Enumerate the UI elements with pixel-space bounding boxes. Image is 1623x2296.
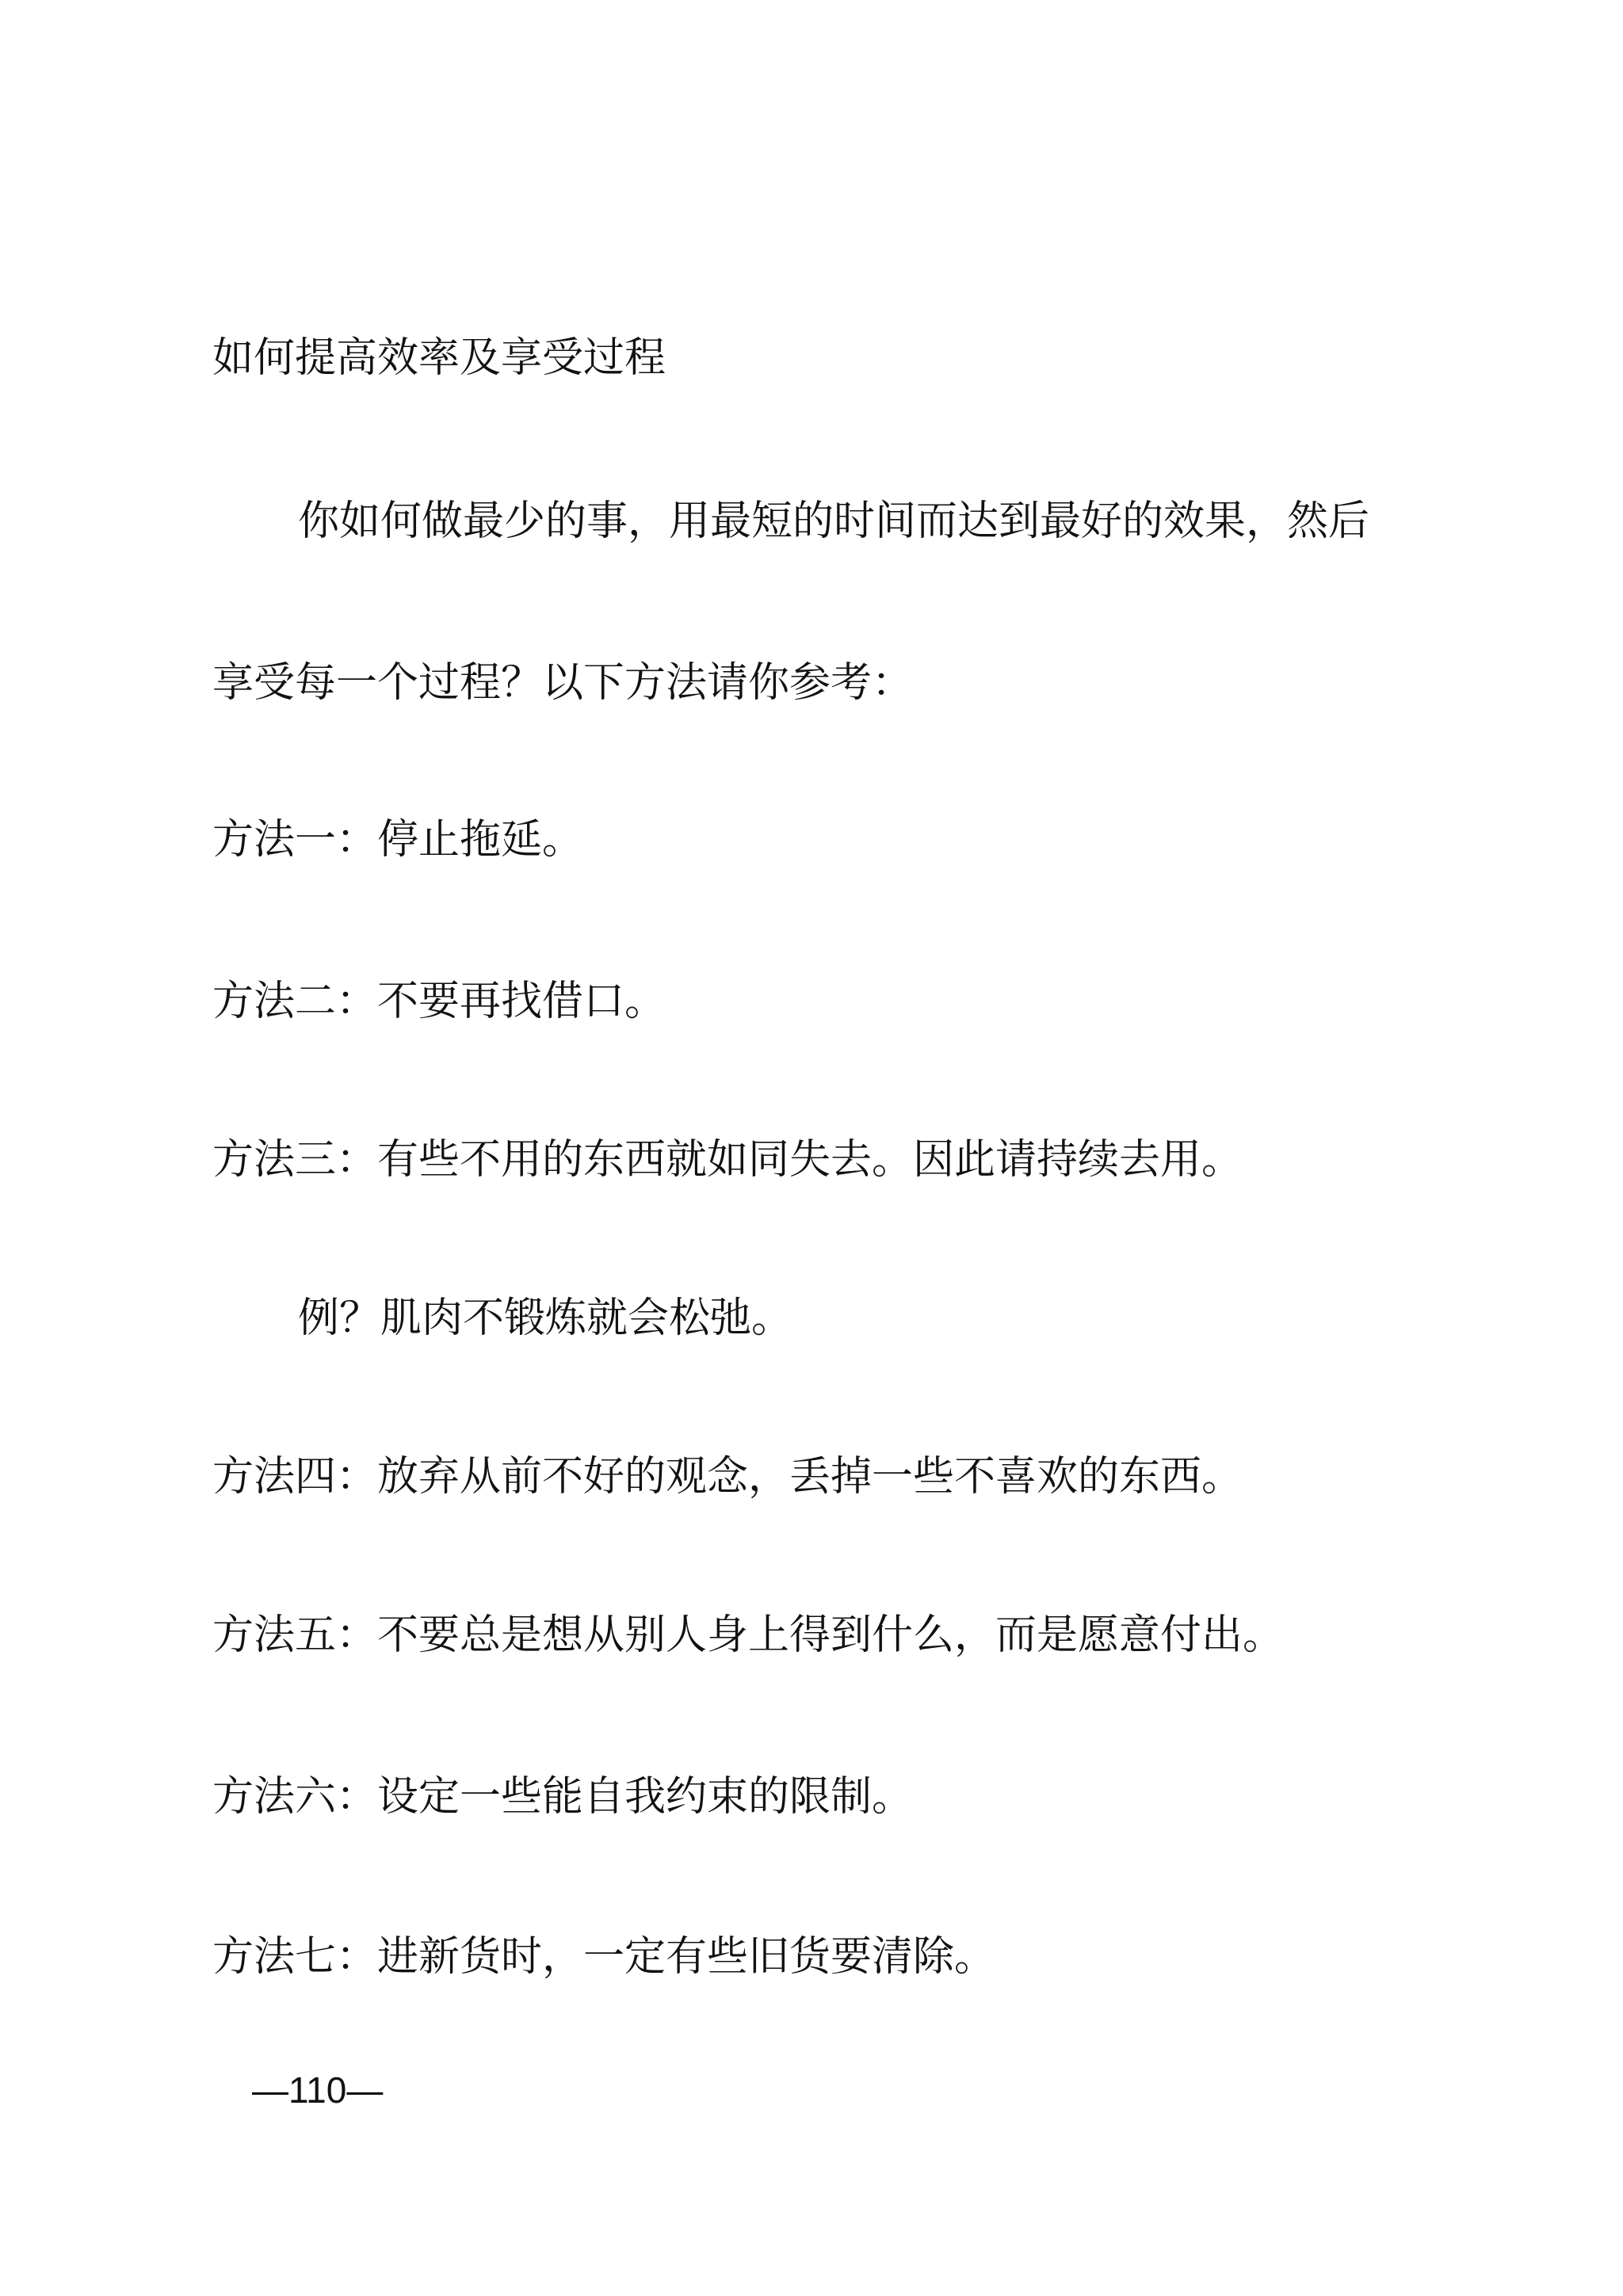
document-title: 如何提高效率及享受过程	[212, 334, 666, 382]
intro-line-1: 你如何做最少的事，用最短的时间而达到最好的效果，然后	[298, 498, 1370, 545]
method-two: 方法二：不要再找借口。	[212, 978, 666, 1025]
method-three-example: 例？肌肉不锻炼就会松弛。	[298, 1295, 793, 1342]
method-one: 方法一：停止拖延。	[212, 816, 584, 864]
method-seven: 方法七：进新货时，一定有些旧货要清除。	[212, 1933, 996, 1981]
method-five: 方法五：不要总是想从别人身上得到什么，而是愿意付出。	[212, 1611, 1285, 1659]
method-four: 方法四：放弃从前不好的观念，丢掉一些不喜欢的东西。	[212, 1453, 1243, 1501]
method-six: 方法六：设定一些能自我约束的限制。	[212, 1773, 914, 1821]
method-three: 方法三：有些不用的东西就如同失去。因此请持续去用。	[212, 1136, 1243, 1184]
page-number: —110—	[252, 2069, 384, 2111]
intro-line-2: 享受每一个过程？以下方法请你参考：	[212, 659, 914, 707]
